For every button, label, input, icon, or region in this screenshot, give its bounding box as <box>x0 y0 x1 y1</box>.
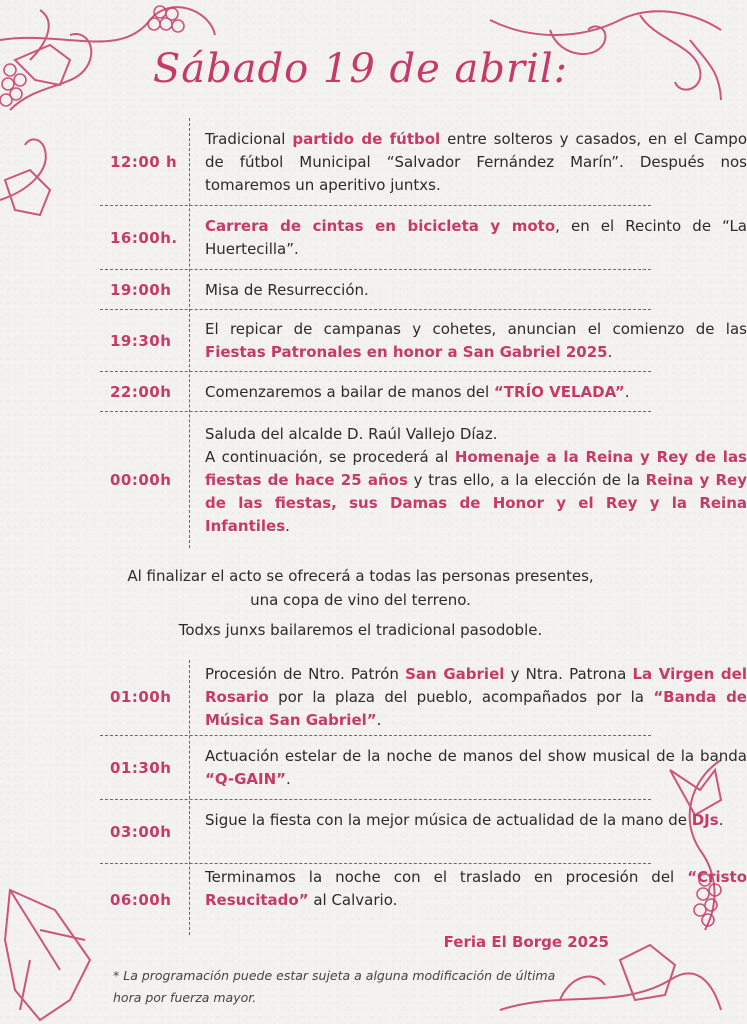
highlight-text: partido de fútbol <box>292 129 441 148</box>
interlude-line: Al finalizar el acto se ofrecerá a todas las personas presentes, <box>127 567 594 585</box>
description-text: Comenzaremos a bailar de manos del <box>205 382 494 401</box>
schedule-description <box>205 215 747 261</box>
schedule-row <box>100 310 747 372</box>
description-text: A continuación, se procederá al <box>205 447 455 466</box>
highlight-text: Fiestas Patronales en honor a San Gabriel 2025 <box>205 343 608 361</box>
highlight-text: “TRÍO VELADA” <box>493 382 625 401</box>
description-text: Saluda del alcalde D. Raúl Vallejo Díaz. <box>205 424 498 443</box>
description-text: Sigue la fiesta con la mejor música de actualidad de la mano de <box>205 811 692 829</box>
schedule-description <box>205 279 747 302</box>
description-text: . <box>718 811 724 829</box>
highlight-text: San Gabriel <box>405 664 505 683</box>
highlight-text: “Q-GAIN” <box>205 770 287 788</box>
highlight-text: “Banda de Música San Gabriel” <box>205 687 747 729</box>
schedule-time: 00:00h <box>110 471 172 489</box>
schedule-row <box>100 206 747 270</box>
highlight-text: “Cristo Resucitado” <box>205 868 747 909</box>
highlight-text: DJs <box>691 811 719 829</box>
schedule-description <box>205 128 747 197</box>
schedule-description <box>205 318 747 364</box>
interlude-line: Todxs junxs bailaremos el tradicional pasodoble. <box>178 621 543 639</box>
schedule-row <box>100 736 747 800</box>
schedule-time: 22:00h <box>110 383 172 401</box>
description-text: . <box>286 770 291 788</box>
disclaimer-note: * La programación puede estar sujeta a alguna modificación de última hora por fuerza mayor. <box>113 968 556 1005</box>
description-text: y tras ello, a la elección de la <box>407 470 646 489</box>
page-title: Sábado 19 de abril: <box>152 46 569 92</box>
schedule-time: 01:30h <box>110 759 172 777</box>
description-text: . <box>624 382 630 401</box>
schedule-description <box>205 423 747 538</box>
description-text: . <box>285 516 290 535</box>
description-text: Terminamos la noche con el traslado en procesión del <box>205 868 688 886</box>
description-text: entre solteros y casados, en el Campo de fútbol Municipal “Salvador Fernández Marín”. Después nos tomaremos un aperitivo juntxs. <box>205 129 747 194</box>
schedule-description <box>205 745 747 791</box>
highlight-text: Homenaje a la Reina y Rey de las fiestas de hace 25 años <box>205 447 747 489</box>
schedule-description <box>205 809 747 832</box>
schedule-time: 19:30h <box>110 332 172 350</box>
schedule-row <box>100 864 747 936</box>
schedule-row <box>100 658 747 736</box>
description-text: y Ntra. Patrona <box>504 664 633 683</box>
description-text: al Calvario. <box>308 891 398 909</box>
description-text: El repicar de campanas y cohetes, anuncian el comienzo de las <box>205 320 747 338</box>
description-text: . <box>607 343 613 361</box>
schedule-time: 16:00h. <box>110 229 178 247</box>
highlight-text: La Virgen del Rosario <box>205 664 747 706</box>
schedule-time: 19:00h <box>110 281 172 299</box>
description-text: por la plaza del pueblo, acompañados por la <box>268 687 654 706</box>
description-text: Procesión de Ntro. Patrón <box>205 664 406 683</box>
highlight-text: Carrera de cintas en bicicleta y moto <box>205 217 556 235</box>
schedule-description <box>205 381 747 404</box>
description-text: Actuación estelar de la noche de manos del show musical de la banda <box>205 747 747 765</box>
schedule-row <box>100 372 651 412</box>
schedule-row <box>100 800 724 864</box>
interlude-line: una copa de vino del terreno. <box>250 591 471 609</box>
highlight-text: Reina y Rey de las fiestas, sus Damas de Honor y el Rey y la Reina Infantiles <box>205 470 747 535</box>
description-text: , en el Recinto de “La Huertecilla”. <box>205 217 747 258</box>
interlude-text <box>0 564 721 642</box>
footer-event-name: Feria El Borge 2025 <box>443 933 609 951</box>
schedule-description <box>205 663 747 732</box>
description-text: Tradicional <box>205 129 293 148</box>
schedule-row <box>100 118 747 206</box>
schedule-row <box>100 270 651 310</box>
schedule-time: 06:00h <box>110 891 172 909</box>
schedule-time: 03:00h <box>110 823 172 841</box>
schedule-description <box>205 866 747 912</box>
schedule-time: 12:00 h <box>110 153 178 171</box>
description-text: Misa de Resurrección. <box>205 280 369 299</box>
schedule-row <box>100 412 747 548</box>
description-text: . <box>376 710 382 729</box>
schedule-time: 01:00h <box>110 688 172 706</box>
